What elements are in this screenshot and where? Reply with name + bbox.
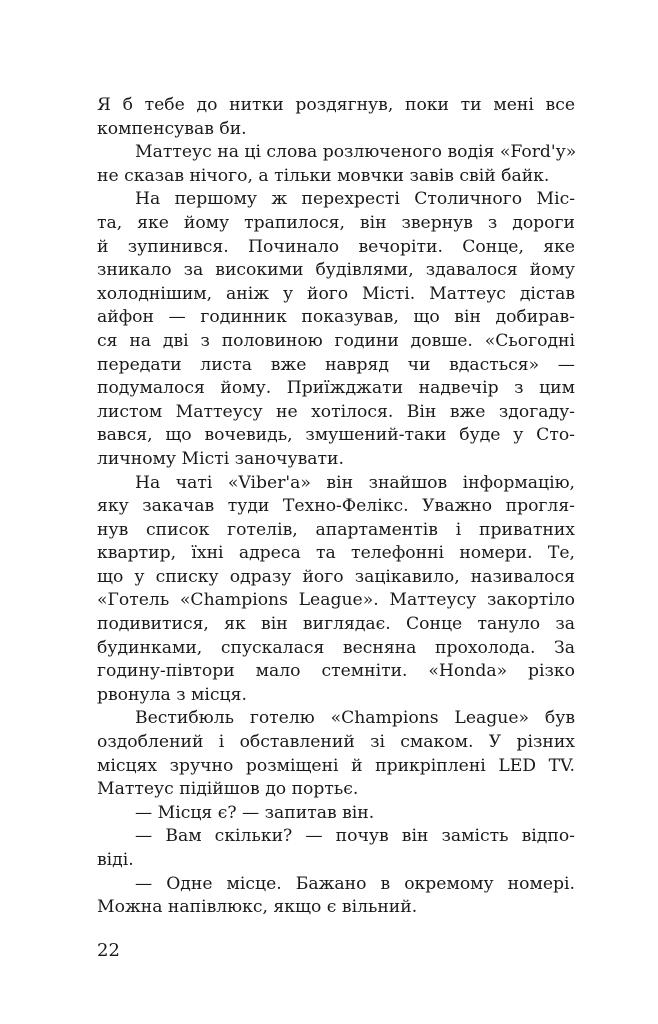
text-line: Вестибюль готелю «Champions League» був <box>135 708 575 729</box>
text-line: На чаті «Viber'a» він знайшов інформацію, <box>135 472 575 493</box>
text-line: та, яке йому трапилося, він звернув з дороги <box>97 212 575 233</box>
text-line: «Готель «Champions League». Маттеусу закортіло <box>97 590 575 611</box>
body-text <box>97 94 575 920</box>
text-line: личному Місті заночувати. <box>97 448 344 469</box>
dialogue-line: Можна напівлюкс, якщо є вільний. <box>97 897 418 918</box>
text-line: передати листа вже навряд чи вдасться» — <box>97 354 575 375</box>
text-line: не сказав нічого, а тільки мовчки завів свій байк. <box>97 165 550 186</box>
text-line: На першому ж перехресті Столичного Міс- <box>135 189 575 210</box>
dialogue-line: — Вам скільки? — почув він замість відпо- <box>135 826 575 847</box>
text-line: листом Маттеусу не хотілося. Він вже здогаду- <box>97 401 575 422</box>
text-line: подивитися, як він виглядає. Сонце тануло за <box>97 614 575 635</box>
text-line: Маттеус на ці слова розлюченого водія «Ford'у» <box>135 142 577 163</box>
text-line: компенсував би. <box>97 118 247 139</box>
text-line: рвонула з місця. <box>97 684 247 705</box>
text-line: вався, що вочевидь, змушений-таки буде у Сто- <box>97 425 575 446</box>
text-line: будинками, спускалася весняна прохолода. За <box>97 637 575 658</box>
dialogue-line: віді. <box>97 850 134 870</box>
text-line: нув список готелів, апартаментів і приватних <box>97 519 575 540</box>
text-line: й зупинився. Починало вечоріти. Сонце, яке <box>97 236 575 257</box>
text-line: айфон — годинник показував, що він добирав- <box>97 307 575 328</box>
text-line: Маттеус підійшов до портьє. <box>97 779 359 800</box>
text-line: подумалося йому. Приїжджати надвечір з цим <box>97 378 575 399</box>
text-line: холоднішим, аніж у його Місті. Маттеус дістав <box>97 283 575 304</box>
text-line: яку закачав туди Техно-Фелікс. Уважно прогля- <box>97 496 575 517</box>
text-line: місцях зручно розміщені й прикріплені LED TV. <box>97 755 575 776</box>
dialogue-line: — Місця є? — запитав він. <box>135 802 375 823</box>
dialogue-line: — Одне місце. Бажано в окремому номері. <box>135 873 575 894</box>
text-line: ся на дві з половиною години довше. «Сьогодні <box>97 330 575 351</box>
text-line: зникало за високими будівлями, здавалося йому <box>97 260 575 281</box>
page-number: 22 <box>97 940 120 961</box>
text-line: оздоблений і обставлений зі смаком. У різних <box>97 732 575 753</box>
text-line: квартир, їхні адреса та телефонні номери. Те, <box>97 543 575 564</box>
text-line: Я б тебе до нитки роздягнув, поки ти мені все <box>97 95 575 115</box>
text-line: що у списку одразу його зацікавило, називалося <box>97 566 575 587</box>
text-line: годину-півтори мало стемніти. «Honda» різко <box>97 661 575 682</box>
